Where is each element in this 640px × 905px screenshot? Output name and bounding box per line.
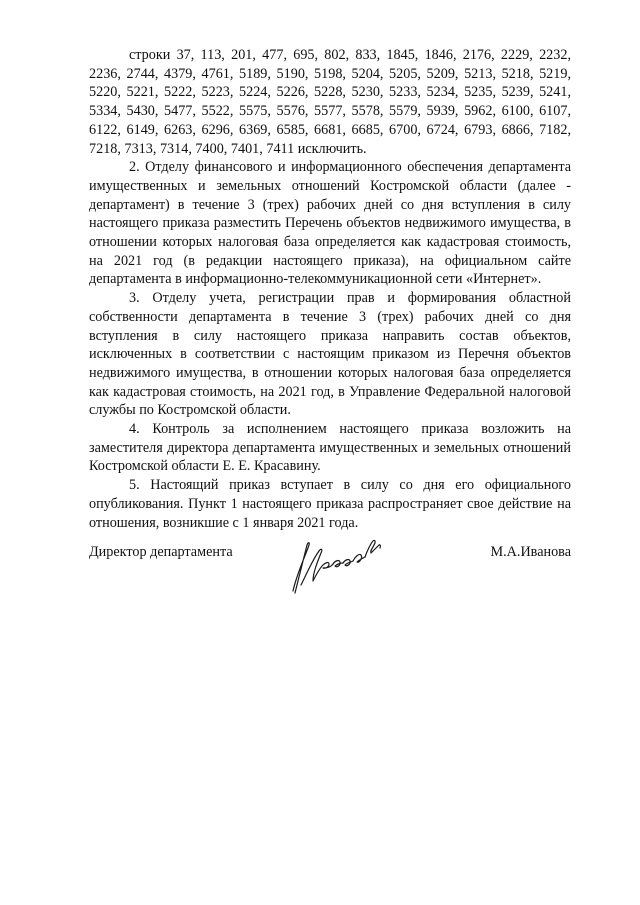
signature-block xyxy=(89,543,571,623)
paragraph-1-continuation: строки 37, 113, 201, 477, 695, 802, 833, 1845, 1846, 2176, 2229, 2232, 2236, 2744, 4379, 4761, 5189, 5190, 5198, 5204, 5205, 5209, 5213, 5218, 5219, 5220, 5221, 5222, 5223, 5224, 5226, 5228, 5230, 5233, 5234, 5235, 5239, 5241, 5334, 5430, 5477, 5522, 5575, 5576, 5577, 5578, 5579, 5939, 5962, 6100, 6107, 6122, 6149, 6263, 6296, 6369, 6585, 6681, 6685, 6700, 6724, 6793, 6866, 7182, 7218, 7313, 7314, 7400, 7401, 7411 исключить. xyxy=(89,47,571,157)
document-body xyxy=(89,46,571,532)
signer-name: М.А.Иванова xyxy=(490,544,571,560)
paragraph-4: 4. Контроль за исполнением настоящего приказа возложить на заместителя директора департамента имущественных и земельных отношений Костромской области Е. Е. Красавину. xyxy=(89,421,571,475)
paragraph-3: 3. Отделу учета, регистрации прав и формирования областной собственности департамента в течение 3 (трех) рабочих дней со дня вступления в силу настоящего приказа направить состав объектов, исключенных в соответствии с настоящим приказом из Перечня объектов недвижимого имущества, в отношении которых налоговая база определяется как кадастровая стоимость, на 2021 год, в Управление Федеральной налоговой службы по Костромской области. xyxy=(89,290,571,419)
handwritten-signature xyxy=(279,533,397,603)
paragraph-2: 2. Отделу финансового и информационного обеспечения департамента имущественных и земельных отношений Костромской области (далее - департамент) в течение 3 (трех) рабочих дней со дня вступления в силу настоящего приказа разместить Перечень объектов недвижимого имущества, в отношении которых налоговая база определяется как кадастровая стоимость, на 2021 год (в редакции настоящего приказа), на официальном сайте департамента в информационно-телекоммуникационной сети «Интернет». xyxy=(89,159,571,288)
signer-title: Директор департамента xyxy=(89,544,233,560)
paragraph-5: 5. Настоящий приказ вступает в силу со дня его официального опубликования. Пункт 1 настоящего приказа распространяет свое действие на отношения, возникшие с 1 января 2021 года. xyxy=(89,477,571,531)
